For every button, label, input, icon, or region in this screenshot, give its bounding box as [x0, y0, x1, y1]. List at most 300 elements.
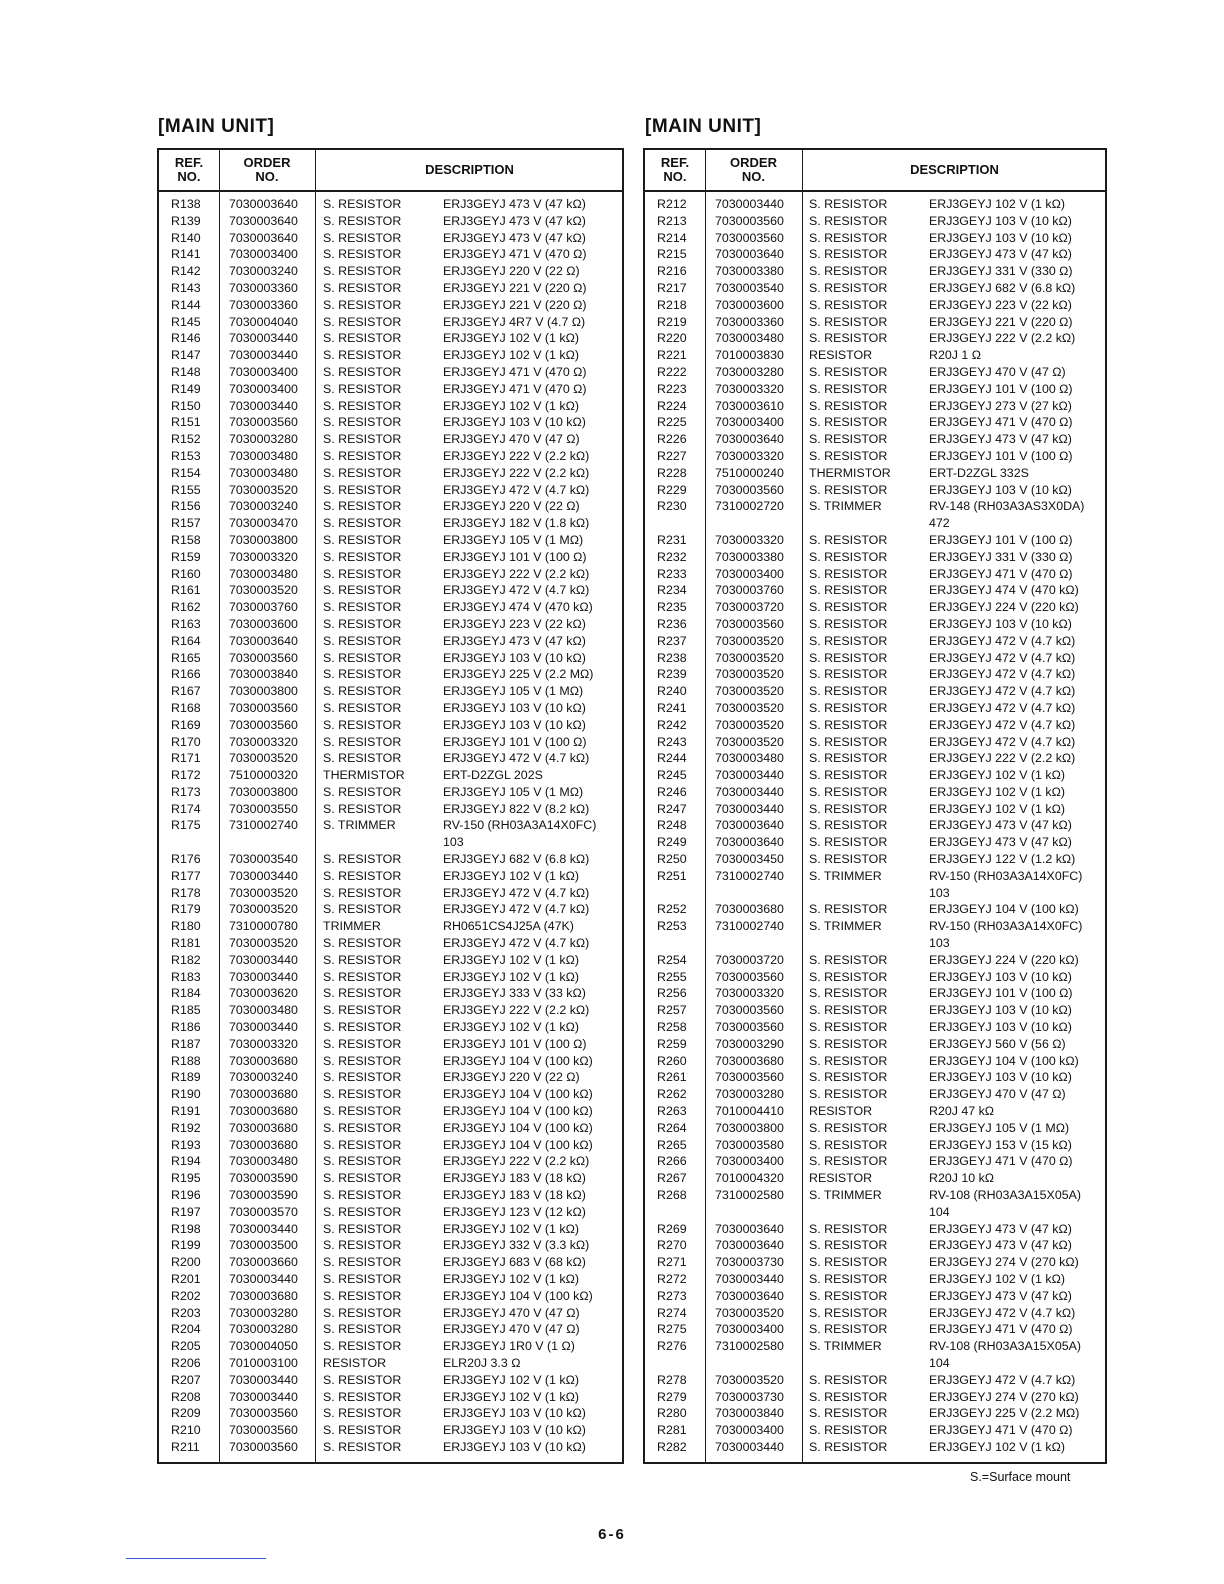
order-no: 7030003440	[229, 331, 298, 346]
part-type: S. RESISTOR	[323, 885, 402, 900]
part-spec: 103	[929, 936, 950, 951]
part-type: THERMISTOR	[809, 465, 891, 480]
table-row	[159, 482, 622, 499]
order-no: 7030003240	[229, 1070, 298, 1085]
ref-no: R182	[171, 952, 201, 967]
part-type: S. RESISTOR	[323, 532, 402, 547]
part-type: S. RESISTOR	[323, 734, 402, 749]
order-no: 7030003560	[229, 415, 298, 430]
part-type: S. RESISTOR	[809, 1137, 888, 1152]
table-row	[159, 263, 622, 280]
ref-no: R207	[171, 1372, 201, 1387]
left-unit-title: [MAIN UNIT]	[158, 116, 275, 137]
part-spec: 472	[929, 516, 950, 531]
table-row	[645, 834, 1105, 851]
part-spec: ERJ3GEYJ 471 V (470 Ω)	[443, 381, 587, 396]
ref-no: R153	[171, 448, 201, 463]
ref-no: R201	[171, 1272, 201, 1286]
part-spec: ERJ3GEYJ 101 V (100 Ω)	[929, 986, 1073, 1001]
table-row	[645, 1221, 1105, 1238]
part-type: S. RESISTOR	[323, 1104, 402, 1119]
part-spec: ERJ3GEYJ 222 V (2.2 kΩ)	[443, 1003, 590, 1018]
part-type: S. RESISTOR	[809, 213, 888, 228]
part-type: S. RESISTOR	[323, 1188, 402, 1203]
ref-no: R158	[171, 532, 201, 547]
ref-no: R270	[657, 1238, 687, 1253]
part-spec: ERJ3GEYJ 102 V (1 kΩ)	[443, 1372, 579, 1387]
table-row	[645, 918, 1105, 935]
table-row	[645, 1103, 1105, 1120]
ref-no: R264	[657, 1120, 687, 1135]
ref-no: R226	[657, 432, 687, 447]
part-type: S. RESISTOR	[323, 684, 402, 699]
table-row	[645, 196, 1105, 213]
ref-no: R154	[171, 465, 201, 480]
table-row	[159, 1221, 622, 1238]
order-no: 7310002580	[715, 1339, 784, 1354]
order-no: 7030003730	[715, 1389, 784, 1404]
part-type: S. RESISTOR	[809, 1053, 888, 1068]
table-row	[159, 1321, 622, 1338]
part-spec: ERJ3GEYJ 105 V (1 MΩ)	[443, 684, 584, 699]
order-no: 7030003320	[229, 734, 298, 749]
table-row	[645, 582, 1105, 599]
part-type: S. RESISTOR	[809, 1272, 888, 1286]
order-no: 7030003730	[715, 1255, 784, 1270]
part-type: S. RESISTOR	[323, 264, 402, 279]
ref-no: R227	[657, 448, 687, 463]
table-row	[159, 1187, 622, 1204]
part-spec: ERJ3GEYJ 683 V (68 kΩ)	[443, 1255, 586, 1270]
part-spec: ERJ3GEYJ 103 V (10 kΩ)	[929, 616, 1072, 631]
table-row	[645, 347, 1105, 364]
part-type: S. RESISTOR	[809, 1070, 888, 1085]
part-type: S. RESISTOR	[809, 616, 888, 631]
ref-no: R143	[171, 280, 201, 295]
ref-no: R263	[657, 1104, 687, 1119]
order-no: 7030003640	[229, 230, 298, 245]
part-type: S. RESISTOR	[809, 1288, 888, 1303]
order-no: 7030003360	[229, 297, 298, 312]
part-spec: ERJ3GEYJ 471 V (470 Ω)	[929, 1322, 1073, 1337]
ref-no: R194	[171, 1154, 201, 1169]
ref-no: R219	[657, 314, 687, 329]
part-spec: ERJ3GEYJ 104 V (100 kΩ)	[443, 1137, 593, 1152]
part-spec: ERJ3GEYJ 101 V (100 Ω)	[443, 549, 587, 564]
part-type: S. RESISTOR	[323, 213, 402, 228]
ref-no: R186	[171, 1020, 201, 1035]
table-row	[645, 1372, 1105, 1389]
ref-no: R254	[657, 952, 687, 967]
part-type: S. RESISTOR	[323, 230, 402, 245]
ref-no: R170	[171, 734, 201, 749]
part-type: S. RESISTOR	[323, 969, 402, 984]
order-no: 7030003440	[715, 1272, 784, 1286]
table-row	[159, 465, 622, 482]
order-no: 7030003520	[229, 885, 298, 900]
table-row	[159, 515, 622, 532]
table-row	[645, 633, 1105, 650]
order-no: 7030003520	[715, 633, 784, 648]
ref-no: R234	[657, 583, 687, 598]
part-type: RESISTOR	[809, 1171, 873, 1186]
part-spec: ERJ3GEYJ 103 V (10 kΩ)	[929, 1070, 1072, 1085]
order-no: 7030003440	[229, 1372, 298, 1387]
part-type: S. RESISTOR	[323, 1120, 402, 1135]
order-no: 7030003640	[715, 1288, 784, 1303]
part-spec: ERJ3GEYJ 473 V (47 kΩ)	[929, 1238, 1072, 1253]
ref-no: R196	[171, 1188, 201, 1203]
table-row	[159, 599, 622, 616]
part-type: S. RESISTOR	[323, 482, 402, 497]
ref-no: R274	[657, 1305, 687, 1320]
table-row	[645, 969, 1105, 986]
ref-no: R142	[171, 264, 201, 279]
ref-no: R273	[657, 1288, 687, 1303]
ref-no: R257	[657, 1003, 687, 1018]
part-spec: ERJ3GEYJ 102 V (1 kΩ)	[929, 784, 1065, 799]
ref-no: R163	[171, 616, 201, 631]
ref-no: R267	[657, 1171, 687, 1186]
order-no: 7030003480	[229, 1003, 298, 1018]
table-row	[645, 482, 1105, 499]
part-type: S. RESISTOR	[323, 1238, 402, 1253]
part-type: S. RESISTOR	[809, 364, 888, 379]
table-row	[159, 1422, 622, 1439]
part-spec: R20J 47 kΩ	[929, 1104, 995, 1119]
part-type: S. RESISTOR	[323, 1171, 402, 1186]
order-no: 7030003590	[229, 1188, 298, 1203]
part-spec: ERJ3GEYJ 474 V (470 kΩ)	[929, 583, 1079, 598]
part-spec: ERJ3GEYJ 102 V (1 kΩ)	[443, 1221, 579, 1236]
part-spec: ERJ3GEYJ 102 V (1 kΩ)	[929, 768, 1065, 783]
ref-no: R146	[171, 331, 201, 346]
order-no: 7030003240	[229, 264, 298, 279]
part-type: S. RESISTOR	[809, 700, 888, 715]
ref-no: R251	[657, 868, 687, 883]
part-spec: 103	[443, 835, 464, 850]
part-spec: ERJ3GEYJ 101 V (100 Ω)	[443, 1036, 587, 1051]
ref-no: R279	[657, 1389, 687, 1404]
table-row	[645, 666, 1105, 683]
order-no: 7030003400	[229, 381, 298, 396]
table-row	[645, 1338, 1105, 1355]
ref-no: R156	[171, 499, 201, 514]
part-spec: ERJ3GEYJ 4R7 V (4.7 Ω)	[443, 314, 586, 329]
ref-no: R140	[171, 230, 201, 245]
part-type: S. RESISTOR	[323, 297, 402, 312]
part-spec: ERJ3GEYJ 122 V (1.2 kΩ)	[929, 852, 1076, 867]
order-no: 7030003440	[715, 801, 784, 816]
part-type: S. RESISTOR	[809, 532, 888, 547]
right-parts-table	[643, 148, 1107, 1464]
ref-no: R160	[171, 566, 201, 581]
table-row	[159, 1305, 622, 1322]
table-row	[645, 364, 1105, 381]
ref-no: R260	[657, 1053, 687, 1068]
part-type: S. RESISTOR	[809, 331, 888, 346]
table-row	[159, 683, 622, 700]
order-no: 7030003680	[715, 902, 784, 917]
part-type: S. RESISTOR	[323, 751, 402, 766]
ref-no: R155	[171, 482, 201, 497]
order-no: 7030003640	[229, 633, 298, 648]
table-row	[159, 1019, 622, 1036]
order-no: 7030003400	[715, 1154, 784, 1169]
ref-no: R206	[171, 1355, 201, 1370]
part-spec: ERJ3GEYJ 223 V (22 kΩ)	[929, 297, 1072, 312]
part-spec: ERJ3GEYJ 472 V (4.7 kΩ)	[443, 936, 590, 951]
table-row	[645, 817, 1105, 834]
order-no: 7030003640	[715, 835, 784, 850]
ref-no: R205	[171, 1339, 201, 1354]
part-spec: ERJ3GEYJ 104 V (100 kΩ)	[443, 1288, 593, 1303]
order-no: 7030003680	[715, 1053, 784, 1068]
order-no: 7030003440	[229, 348, 298, 363]
part-type: S. RESISTOR	[323, 1389, 402, 1404]
ref-no: R236	[657, 616, 687, 631]
part-spec: ERJ3GEYJ 105 V (1 MΩ)	[443, 532, 584, 547]
part-spec: ERJ3GEYJ 123 V (12 kΩ)	[443, 1204, 586, 1219]
order-no: 7030003480	[229, 566, 298, 581]
table-row	[159, 314, 622, 331]
part-spec: ERJ3GEYJ 473 V (47 kΩ)	[929, 818, 1072, 833]
table-row	[159, 246, 622, 263]
order-no: 7030003610	[715, 398, 784, 413]
order-no: 7030003280	[229, 1322, 298, 1337]
part-spec: ERJ3GEYJ 473 V (47 kΩ)	[929, 247, 1072, 262]
part-spec: ERJ3GEYJ 102 V (1 kΩ)	[443, 1272, 579, 1286]
part-type: RESISTOR	[323, 1355, 387, 1370]
order-no: 7030003520	[229, 902, 298, 917]
order-no: 7030003660	[229, 1255, 298, 1270]
order-no: 7030003440	[229, 1020, 298, 1035]
order-no: 7030003520	[229, 751, 298, 766]
part-type: S. TRIMMER	[809, 919, 882, 934]
part-spec: ERJ3GEYJ 332 V (3.3 kΩ)	[443, 1238, 590, 1253]
ref-no: R187	[171, 1036, 201, 1051]
part-type: S. RESISTOR	[323, 1305, 402, 1320]
table-row	[645, 314, 1105, 331]
order-no: 7030003560	[715, 1020, 784, 1035]
part-type: S. RESISTOR	[323, 516, 402, 531]
ref-no: R246	[657, 784, 687, 799]
part-spec: ERJ3GEYJ 225 V (2.2 MΩ)	[929, 1406, 1080, 1421]
part-spec: ERJ3GEYJ 472 V (4.7 kΩ)	[929, 650, 1076, 665]
part-spec: ERJ3GEYJ 103 V (10 kΩ)	[929, 230, 1072, 245]
table-row	[159, 1338, 622, 1355]
part-spec: ERJ3GEYJ 101 V (100 Ω)	[929, 532, 1073, 547]
order-no: 7030003450	[715, 852, 784, 867]
part-spec: ERJ3GEYJ 104 V (100 kΩ)	[443, 1053, 593, 1068]
ref-no: R272	[657, 1272, 687, 1286]
ref-no-header: REF. NO.	[660, 155, 690, 184]
table-row	[645, 885, 1105, 902]
part-type: S. RESISTOR	[323, 314, 402, 329]
ref-no: R204	[171, 1322, 201, 1337]
order-no: 7030003520	[715, 1372, 784, 1387]
part-spec: ERJ3GEYJ 470 V (47 Ω)	[929, 364, 1066, 379]
ref-no: R203	[171, 1305, 201, 1320]
table-row	[645, 330, 1105, 347]
order-no: 7030003800	[229, 684, 298, 699]
part-spec: ERJ3GEYJ 473 V (47 kΩ)	[929, 835, 1072, 850]
part-spec: ERJ3GEYJ 104 V (100 kΩ)	[443, 1104, 593, 1119]
table-row	[159, 851, 622, 868]
table-row	[159, 784, 622, 801]
ref-no: R221	[657, 348, 687, 363]
table-row	[645, 1120, 1105, 1137]
part-spec: ERJ3GEYJ 102 V (1 kΩ)	[443, 1020, 579, 1035]
ref-no: R223	[657, 381, 687, 396]
part-spec: ERJ3GEYJ 470 V (47 Ω)	[443, 1322, 580, 1337]
part-spec: ERJ3GEYJ 103 V (10 kΩ)	[443, 1423, 586, 1438]
table-row	[645, 1053, 1105, 1070]
part-spec: ERJ3GEYJ 104 V (100 kΩ)	[443, 1120, 593, 1135]
table-row	[645, 1355, 1105, 1372]
table-row	[159, 1120, 622, 1137]
part-type: S. RESISTOR	[809, 1154, 888, 1169]
part-spec: ERJ3GEYJ 560 V (56 Ω)	[929, 1036, 1066, 1051]
part-spec: ERJ3GEYJ 224 V (220 kΩ)	[929, 952, 1079, 967]
part-type: S. RESISTOR	[323, 448, 402, 463]
ref-no: R183	[171, 969, 201, 984]
part-spec: ERJ3GEYJ 104 V (100 kΩ)	[929, 902, 1079, 917]
ref-no: R150	[171, 398, 201, 413]
order-no: 7030003520	[715, 1305, 784, 1320]
table-row	[645, 1086, 1105, 1103]
part-spec: ERJ3GEYJ 223 V (22 kΩ)	[443, 616, 586, 631]
order-no: 7030003560	[715, 1003, 784, 1018]
ref-no: R240	[657, 684, 687, 699]
table-row	[159, 1355, 622, 1372]
order-no: 7030003440	[715, 1439, 784, 1454]
table-row	[645, 868, 1105, 885]
ref-no: R212	[657, 197, 687, 211]
order-no: 7030003680	[229, 1104, 298, 1119]
part-type: S. RESISTOR	[323, 868, 402, 883]
table-row	[645, 1204, 1105, 1221]
part-type: S. RESISTOR	[809, 280, 888, 295]
table-row	[159, 213, 622, 230]
order-no: 7030003800	[229, 784, 298, 799]
part-type: S. RESISTOR	[809, 1036, 888, 1051]
part-spec: ERJ3GEYJ 102 V (1 kΩ)	[443, 969, 579, 984]
part-spec: RV-150 (RH03A3A14X0FC)	[929, 868, 1083, 883]
order-no: 7030003600	[229, 616, 298, 631]
part-spec: ERJ3GEYJ 221 V (220 Ω)	[443, 297, 587, 312]
table-row	[645, 230, 1105, 247]
part-type: THERMISTOR	[323, 768, 405, 783]
part-spec: ERJ3GEYJ 471 V (470 Ω)	[443, 364, 587, 379]
part-type: S. RESISTOR	[323, 1322, 402, 1337]
part-spec: ERJ3GEYJ 103 V (10 kΩ)	[443, 1439, 586, 1454]
part-spec: ERJ3GEYJ 471 V (470 Ω)	[929, 566, 1073, 581]
part-type: S. RESISTOR	[809, 667, 888, 682]
table-row	[645, 801, 1105, 818]
part-type: S. RESISTOR	[323, 801, 402, 816]
description-header: DESCRIPTION	[910, 162, 999, 177]
ref-no: R242	[657, 717, 687, 732]
order-no: 7030003240	[229, 499, 298, 514]
table-row	[645, 1439, 1105, 1456]
order-no: 7030003290	[715, 1036, 784, 1051]
order-no: 7030003400	[715, 415, 784, 430]
order-no: 7030003440	[229, 398, 298, 413]
order-no: 7030003360	[229, 280, 298, 295]
table-row	[159, 498, 622, 515]
order-no: 7030003540	[715, 280, 784, 295]
ref-no-header: REF. NO.	[174, 155, 204, 184]
order-no: 7310002720	[715, 499, 784, 514]
part-type: S. RESISTOR	[323, 600, 402, 615]
order-no: 7030003560	[715, 616, 784, 631]
part-type: S. RESISTOR	[323, 1137, 402, 1152]
part-spec: ERJ3GEYJ 103 V (10 kΩ)	[929, 213, 1072, 228]
order-no: 7030003640	[715, 1221, 784, 1236]
table-row	[159, 297, 622, 314]
table-row	[159, 885, 622, 902]
part-type: S. RESISTOR	[323, 852, 402, 867]
table-row	[159, 750, 622, 767]
order-no: 7030003320	[715, 381, 784, 396]
part-spec: ERJ3GEYJ 682 V (6.8 kΩ)	[443, 852, 590, 867]
table-row	[159, 1170, 622, 1187]
ref-no: R237	[657, 633, 687, 648]
ref-no: R144	[171, 297, 201, 312]
table-row	[645, 1019, 1105, 1036]
order-no: 7030003520	[715, 700, 784, 715]
part-type: S. RESISTOR	[323, 549, 402, 564]
part-spec: ERJ3GEYJ 101 V (100 Ω)	[929, 381, 1073, 396]
part-spec: ERJ3GEYJ 222 V (2.2 kΩ)	[443, 465, 590, 480]
part-type: S. RESISTOR	[809, 247, 888, 262]
ref-no: R147	[171, 348, 201, 363]
part-type: S. RESISTOR	[809, 684, 888, 699]
part-spec: ERJ3GEYJ 102 V (1 kΩ)	[443, 398, 579, 413]
part-type: S. RESISTOR	[323, 936, 402, 951]
part-spec: ERJ3GEYJ 473 V (47 kΩ)	[443, 633, 586, 648]
ref-no: R199	[171, 1238, 201, 1253]
order-no: 7030003520	[229, 482, 298, 497]
table-row	[159, 1254, 622, 1271]
order-no: 7030003400	[715, 1322, 784, 1337]
order-no: 7310000780	[229, 919, 298, 934]
table-row	[159, 196, 622, 213]
part-type: S. RESISTOR	[809, 432, 888, 447]
part-spec: ERJ3GEYJ 103 V (10 kΩ)	[443, 415, 586, 430]
order-no: 7030003440	[229, 1272, 298, 1286]
table-header	[159, 150, 622, 192]
part-type: S. RESISTOR	[809, 482, 888, 497]
part-type: S. RESISTOR	[809, 549, 888, 564]
part-type: S. RESISTOR	[809, 297, 888, 312]
order-no: 7030003560	[229, 717, 298, 732]
part-spec: ERJ3GEYJ 1R0 V (1 Ω)	[443, 1339, 575, 1354]
ref-no: R247	[657, 801, 687, 816]
table-row	[645, 515, 1105, 532]
ref-no: R276	[657, 1339, 687, 1354]
part-type: S. RESISTOR	[323, 902, 402, 917]
part-spec: ERJ3GEYJ 472 V (4.7 kΩ)	[443, 751, 590, 766]
ref-no: R190	[171, 1087, 201, 1102]
table-row	[159, 566, 622, 583]
part-type: S. RESISTOR	[323, 1288, 402, 1303]
table-header	[645, 150, 1105, 192]
table-row	[159, 734, 622, 751]
part-spec: ERJ3GEYJ 474 V (470 kΩ)	[443, 600, 593, 615]
order-no: 7030003380	[715, 264, 784, 279]
